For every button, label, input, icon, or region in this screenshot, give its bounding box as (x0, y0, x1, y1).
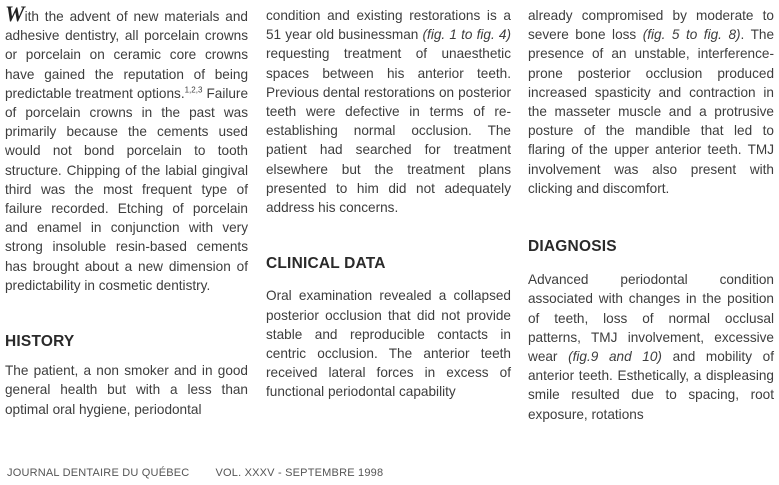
diagnosis-text-rest: and mobility of anterior teeth. Esthetically, a displeasing smile resulted due to spacing, root exposure, rotations (528, 349, 774, 422)
page-footer (7, 467, 383, 479)
column-2 (266, 6, 511, 402)
clinical-data-paragraph: Oral examination revealed a collapsed posterior occlusion that did not provide stable and reproducible contacts in centric occlusion. The anterior teeth received lateral forces in excess of functional periodontal capability (266, 288, 511, 400)
clinical-continued-text-rest: . The presence of an unstable, interference-prone posterior occlusion produced increased spasticity and contraction in the masseter muscle and a protrusive posture of the mandible that led to flaring of the upper anterior teeth. TMJ involvement was also present with clicking and discomfort. (528, 27, 775, 196)
diagnosis-paragraph (528, 270, 774, 424)
reference-superscript: 1,2,3 (184, 85, 203, 95)
figure-reference: (fig.9 and 10) (568, 349, 662, 365)
history-continued-text-rest: requesting treatment of unaesthetic spaces between his anterior teeth. Previous dental restorations on posterior teeth were defective in terms of re-establishing normal occlusion. The patient had searched for treatment elsewhere but the treatment plans presented to him did not adequately address his concerns. (266, 46, 511, 216)
clinical-continued-text: already compromised by moderate to severe bone loss (528, 8, 774, 43)
history-heading: HISTORY (5, 333, 75, 351)
clinical-data-heading: CLINICAL DATA (266, 255, 386, 273)
volume-info: VOL. XXXV - SEPTEMBRE 1998 (215, 467, 384, 479)
journal-name: JOURNAL DENTAIRE DU QUÉBEC (7, 467, 190, 479)
clinical-continued-paragraph (528, 6, 774, 198)
history-continued-paragraph (266, 6, 511, 217)
intro-paragraph (5, 1, 249, 295)
diagnosis-heading: DIAGNOSIS (528, 238, 617, 256)
figure-reference: (fig. 1 to fig. 4) (422, 27, 511, 43)
history-paragraph: The patient, a non smoker and in good general health but with a less than optimal oral hygiene, periodontal (5, 363, 248, 417)
drop-cap: W (5, 1, 25, 26)
diagnosis-text: Advanced periodontal condition associated with changes in the position of teeth, loss of normal occlusal patterns, TMJ involvement, excessive wear (528, 272, 774, 365)
history-continued-text: condition and existing restorations is a 51 year old businessman (266, 8, 511, 43)
column-1 (5, 1, 249, 419)
intro-text: ith the advent of new materials and adhesive dentistry, all porcelain crowns or porcelain on ceramic core crowns have gained the reputation of being predictable treatment options. (5, 9, 248, 101)
figure-reference: (fig. 5 to fig. 8) (642, 27, 741, 43)
column-3 (528, 6, 774, 424)
intro-text-rest: Failure of porcelain crowns in the past was primarily because the cements used would not bond porcelain to tooth structure. Chipping of the labial gingival third was the most frequent type of failure recorded. Etching of porcelain and enamel in conjunction with very strong insoluble resin-based cements has brought about a new dimension of predictability in cosmetic dentistry. (5, 85, 249, 293)
